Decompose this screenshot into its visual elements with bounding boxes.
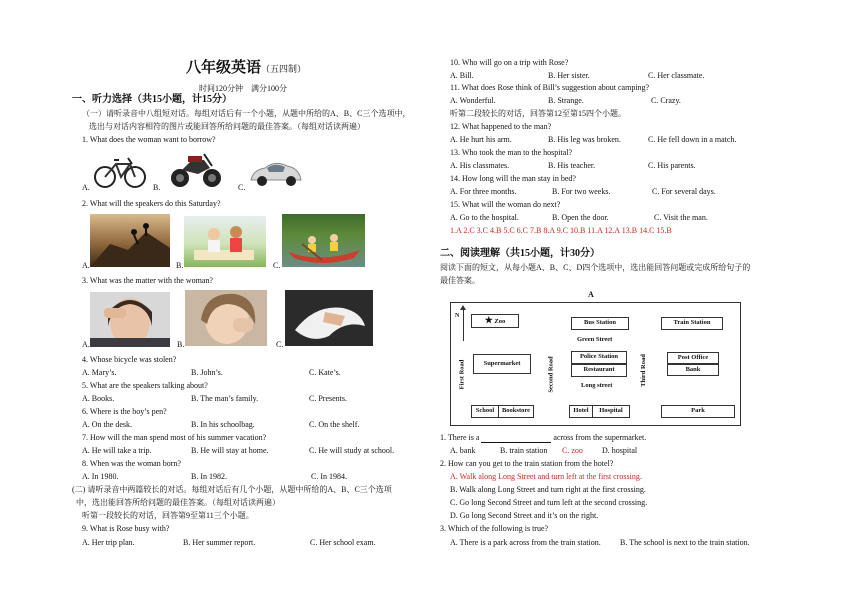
- q6-text: 6. Where is the boy’s pen?: [82, 407, 167, 416]
- green-street-label: Green Street: [577, 336, 613, 343]
- reading-q2-option-a: A. Walk along Long Street and turn left at the first crossing.: [450, 472, 642, 481]
- q13-option-c: C. His parents.: [648, 161, 696, 170]
- q15-option-b: B. Open the door.: [552, 213, 609, 222]
- q2-option-b: B.: [176, 261, 184, 270]
- q8-option-c: C. In 1984.: [311, 472, 347, 481]
- q5-option-a: A. Books.: [82, 394, 115, 403]
- q12-option-c: C. He fell down in a match.: [648, 135, 737, 144]
- q14-option-b: B. For two weeks.: [552, 187, 611, 196]
- q14-option-c: C. For several days.: [652, 187, 716, 196]
- listening-answer-key: 1.A 2.C 3.C 4.B 5.C 6.C 7.B 8.A 9.C 10.B 11.A 12.A 13.B 14.C 15.B: [450, 226, 672, 235]
- q14-option-a: A. For three months.: [450, 187, 517, 196]
- q8-option-a: A. In 1980.: [82, 472, 119, 481]
- reading-q1-blank: [481, 434, 551, 443]
- map-bank: Bank: [667, 364, 719, 376]
- reading-q1-option-d: D. hospital: [602, 446, 638, 455]
- section1-intro-line2: 选出与对话内容相符的图片或能回答所给问题的最佳答案。（每组对话读两遍）: [89, 122, 365, 131]
- page-title: [186, 60, 306, 77]
- reading-q2-text: 2. How can you get to the train station from the hotel?: [440, 459, 614, 468]
- map-supermarket: Supermarket: [473, 354, 531, 374]
- q5-option-b: B. The man’s family.: [191, 394, 259, 403]
- q15-option-a: A. Go to the hospital.: [450, 213, 519, 222]
- reading-q2-option-c: C. Go long Second Street and turn left at the second crossing.: [450, 498, 648, 507]
- north-label: N: [455, 313, 460, 319]
- q10-option-c: C. Her classmate.: [648, 71, 705, 80]
- map-restaurant: Restaurant: [571, 364, 627, 377]
- q12-text: 12. What happened to the man?: [450, 122, 552, 131]
- motorcycle-image: [168, 146, 224, 190]
- q9-option-a: A. Her trip plan.: [82, 538, 135, 547]
- car-image: [247, 158, 305, 188]
- q4-text: 4. Whose bicycle was stolen?: [82, 355, 177, 364]
- second-road-label: Second Road: [547, 356, 555, 393]
- q13-option-a: A. His classmates.: [450, 161, 510, 170]
- map-hotel: Hotel: [569, 405, 593, 418]
- q4-option-c: C. Kate’s.: [309, 368, 341, 377]
- street-map: [450, 302, 741, 426]
- q15-option-c: C. Visit the man.: [654, 213, 708, 222]
- reading-q3-option-a: A. There is a park across from the train station.: [450, 538, 601, 547]
- reading-q3-text: 3. Which of the following is true?: [440, 524, 549, 533]
- q10-option-b: B. Her sister.: [548, 71, 590, 80]
- climbing-image: [90, 214, 170, 267]
- q1-option-a: A.: [82, 183, 90, 192]
- section1-heading: 一、听力选择（共15小题，计15分）: [72, 94, 232, 105]
- bicycle-image: [92, 150, 148, 190]
- toothache-image: [185, 290, 267, 346]
- q7-option-c: C. He will study at school.: [309, 446, 395, 455]
- section2-heading: 二、阅读理解（共15小题，计30分）: [440, 248, 600, 259]
- map-hospital: Hospital: [592, 405, 630, 418]
- q7-text: 7. How will the man spend most of his summer vacation?: [82, 433, 267, 442]
- q15-text: 15. What will the woman do next?: [450, 200, 561, 209]
- q8-text: 8. When was the woman born?: [82, 459, 181, 468]
- q12-option-b: B. His leg was broken.: [548, 135, 621, 144]
- map-bookstore: Bookstore: [498, 405, 534, 418]
- reading-q2-option-b: B. Walk along Long Street and turn right at the first crossing.: [450, 485, 646, 494]
- q13-option-b: B. His teacher.: [548, 161, 596, 170]
- q3-option-c: C.: [276, 340, 284, 349]
- section1-part2-intro-line1: (二) 请听录音中两篇较长的对话。每组对话后有几个小题，从题中所给的A、B、C三个选项: [72, 485, 392, 494]
- q1-option-c: C.: [238, 183, 246, 192]
- q11-option-a: A. Wonderful.: [450, 96, 496, 105]
- q11-option-c: C. Crazy.: [651, 96, 681, 105]
- reading-q1-option-c: C. zoo: [562, 446, 583, 455]
- q3-option-a: A.: [82, 340, 90, 349]
- boating-image: [282, 214, 365, 267]
- picnic-image: [184, 216, 266, 267]
- q9-text: 9. What is Rose busy with?: [82, 524, 170, 533]
- exam-time: 时间120分钟 满分100分: [199, 84, 287, 93]
- hurt-hand-image: [285, 290, 373, 346]
- q2-text: 2. What will the speakers do this Saturday?: [82, 199, 221, 208]
- long-street-label: Long street: [581, 382, 613, 389]
- map-school: School: [471, 405, 499, 418]
- q6-option-b: B. In his schoolbag.: [191, 420, 255, 429]
- q9-option-b: B. Her summer report.: [183, 538, 256, 547]
- q7-option-b: B. He will stay at home.: [191, 446, 269, 455]
- map-zoo: ★ Zoo: [471, 314, 519, 328]
- section1-part2-intro-line3: 听第一段较长的对话，回答第9至第11三个小题。: [82, 511, 254, 520]
- q10-text: 10. Who will go on a trip with Rose?: [450, 58, 569, 67]
- q6-option-c: C. On the shelf.: [309, 420, 360, 429]
- q10-option-a: A. Bill.: [450, 71, 474, 80]
- reading-q1-text: 1. There is a across from the supermarket.: [440, 433, 647, 442]
- reading-q1-option-a: A. bank: [450, 446, 476, 455]
- q4-option-b: B. John’s.: [191, 368, 223, 377]
- section2-intro-line2: 最佳答案。: [440, 276, 480, 285]
- q8-option-b: B. In 1982.: [191, 472, 227, 481]
- q12-option-a: A. He hurt his arm.: [450, 135, 512, 144]
- star-icon: ★: [484, 315, 493, 325]
- third-road-label: Third Road: [639, 354, 647, 387]
- map-police-station: Police Station: [571, 351, 627, 364]
- q5-text: 5. What are the speakers talking about?: [82, 381, 208, 390]
- q5-option-c: C. Presents.: [309, 394, 347, 403]
- section1-intro-line1: （一）请听录音中八组短对话。每组对话后有一个小题，从题中所给的A、B、C三个选项中，: [82, 109, 411, 118]
- q11-option-b: B. Strange.: [548, 96, 584, 105]
- section2-intro-line1: 阅读下面的短文，从每小题A、B、C、D四个选项中，选出能回答问题或完成所给句子的: [440, 263, 751, 272]
- map-train-station: Train Station: [661, 317, 723, 330]
- reading-q1-option-b: B. train station: [500, 446, 548, 455]
- map-post-office: Post Office: [667, 352, 719, 364]
- q13-text: 13. Who took the man to the hospital?: [450, 148, 573, 157]
- reading-q3-option-b: B. The school is next to the train station.: [620, 538, 750, 547]
- headache-image: [90, 292, 170, 347]
- map-park: Park: [661, 405, 735, 418]
- q1-option-b: B.: [153, 183, 161, 192]
- north-arrow-icon: [463, 307, 464, 341]
- map-bus-station: Bus Station: [571, 317, 629, 330]
- passage-label: A: [588, 290, 594, 299]
- q11-text: 11. What does Rose think of Bill’s suggestion about camping?: [450, 83, 650, 92]
- reading-q2-option-d: D. Go long Second Street and it’s on the right.: [450, 511, 599, 520]
- q7-option-a: A. He will take a trip.: [82, 446, 152, 455]
- q6-option-a: A. On the desk.: [82, 420, 132, 429]
- title-main: 八年级英语: [186, 60, 262, 76]
- q14-text: 14. How long will the man stay in bed?: [450, 174, 576, 183]
- q2-option-c: C.: [273, 261, 281, 270]
- q9-option-c: C. Her school exam.: [310, 538, 376, 547]
- q2-option-a: A.: [82, 261, 90, 270]
- q4-option-a: A. Mary’s.: [82, 368, 117, 377]
- section1-part3-intro: 听第二段较长的对话，回答第12至第15四个小题。: [450, 109, 626, 118]
- q3-text: 3. What was the matter with the woman?: [82, 276, 213, 285]
- q1-text: 1. What does the woman want to borrow?: [82, 135, 216, 144]
- first-road-label: First Road: [458, 359, 466, 390]
- section1-part2-intro-line2: 中，选出能回答所给问题的最佳答案。（每组对话读两遍）: [76, 498, 280, 507]
- title-sub: （五四制）: [261, 64, 307, 74]
- q3-option-b: B.: [177, 340, 185, 349]
- north-arrowhead-icon: [460, 305, 466, 310]
